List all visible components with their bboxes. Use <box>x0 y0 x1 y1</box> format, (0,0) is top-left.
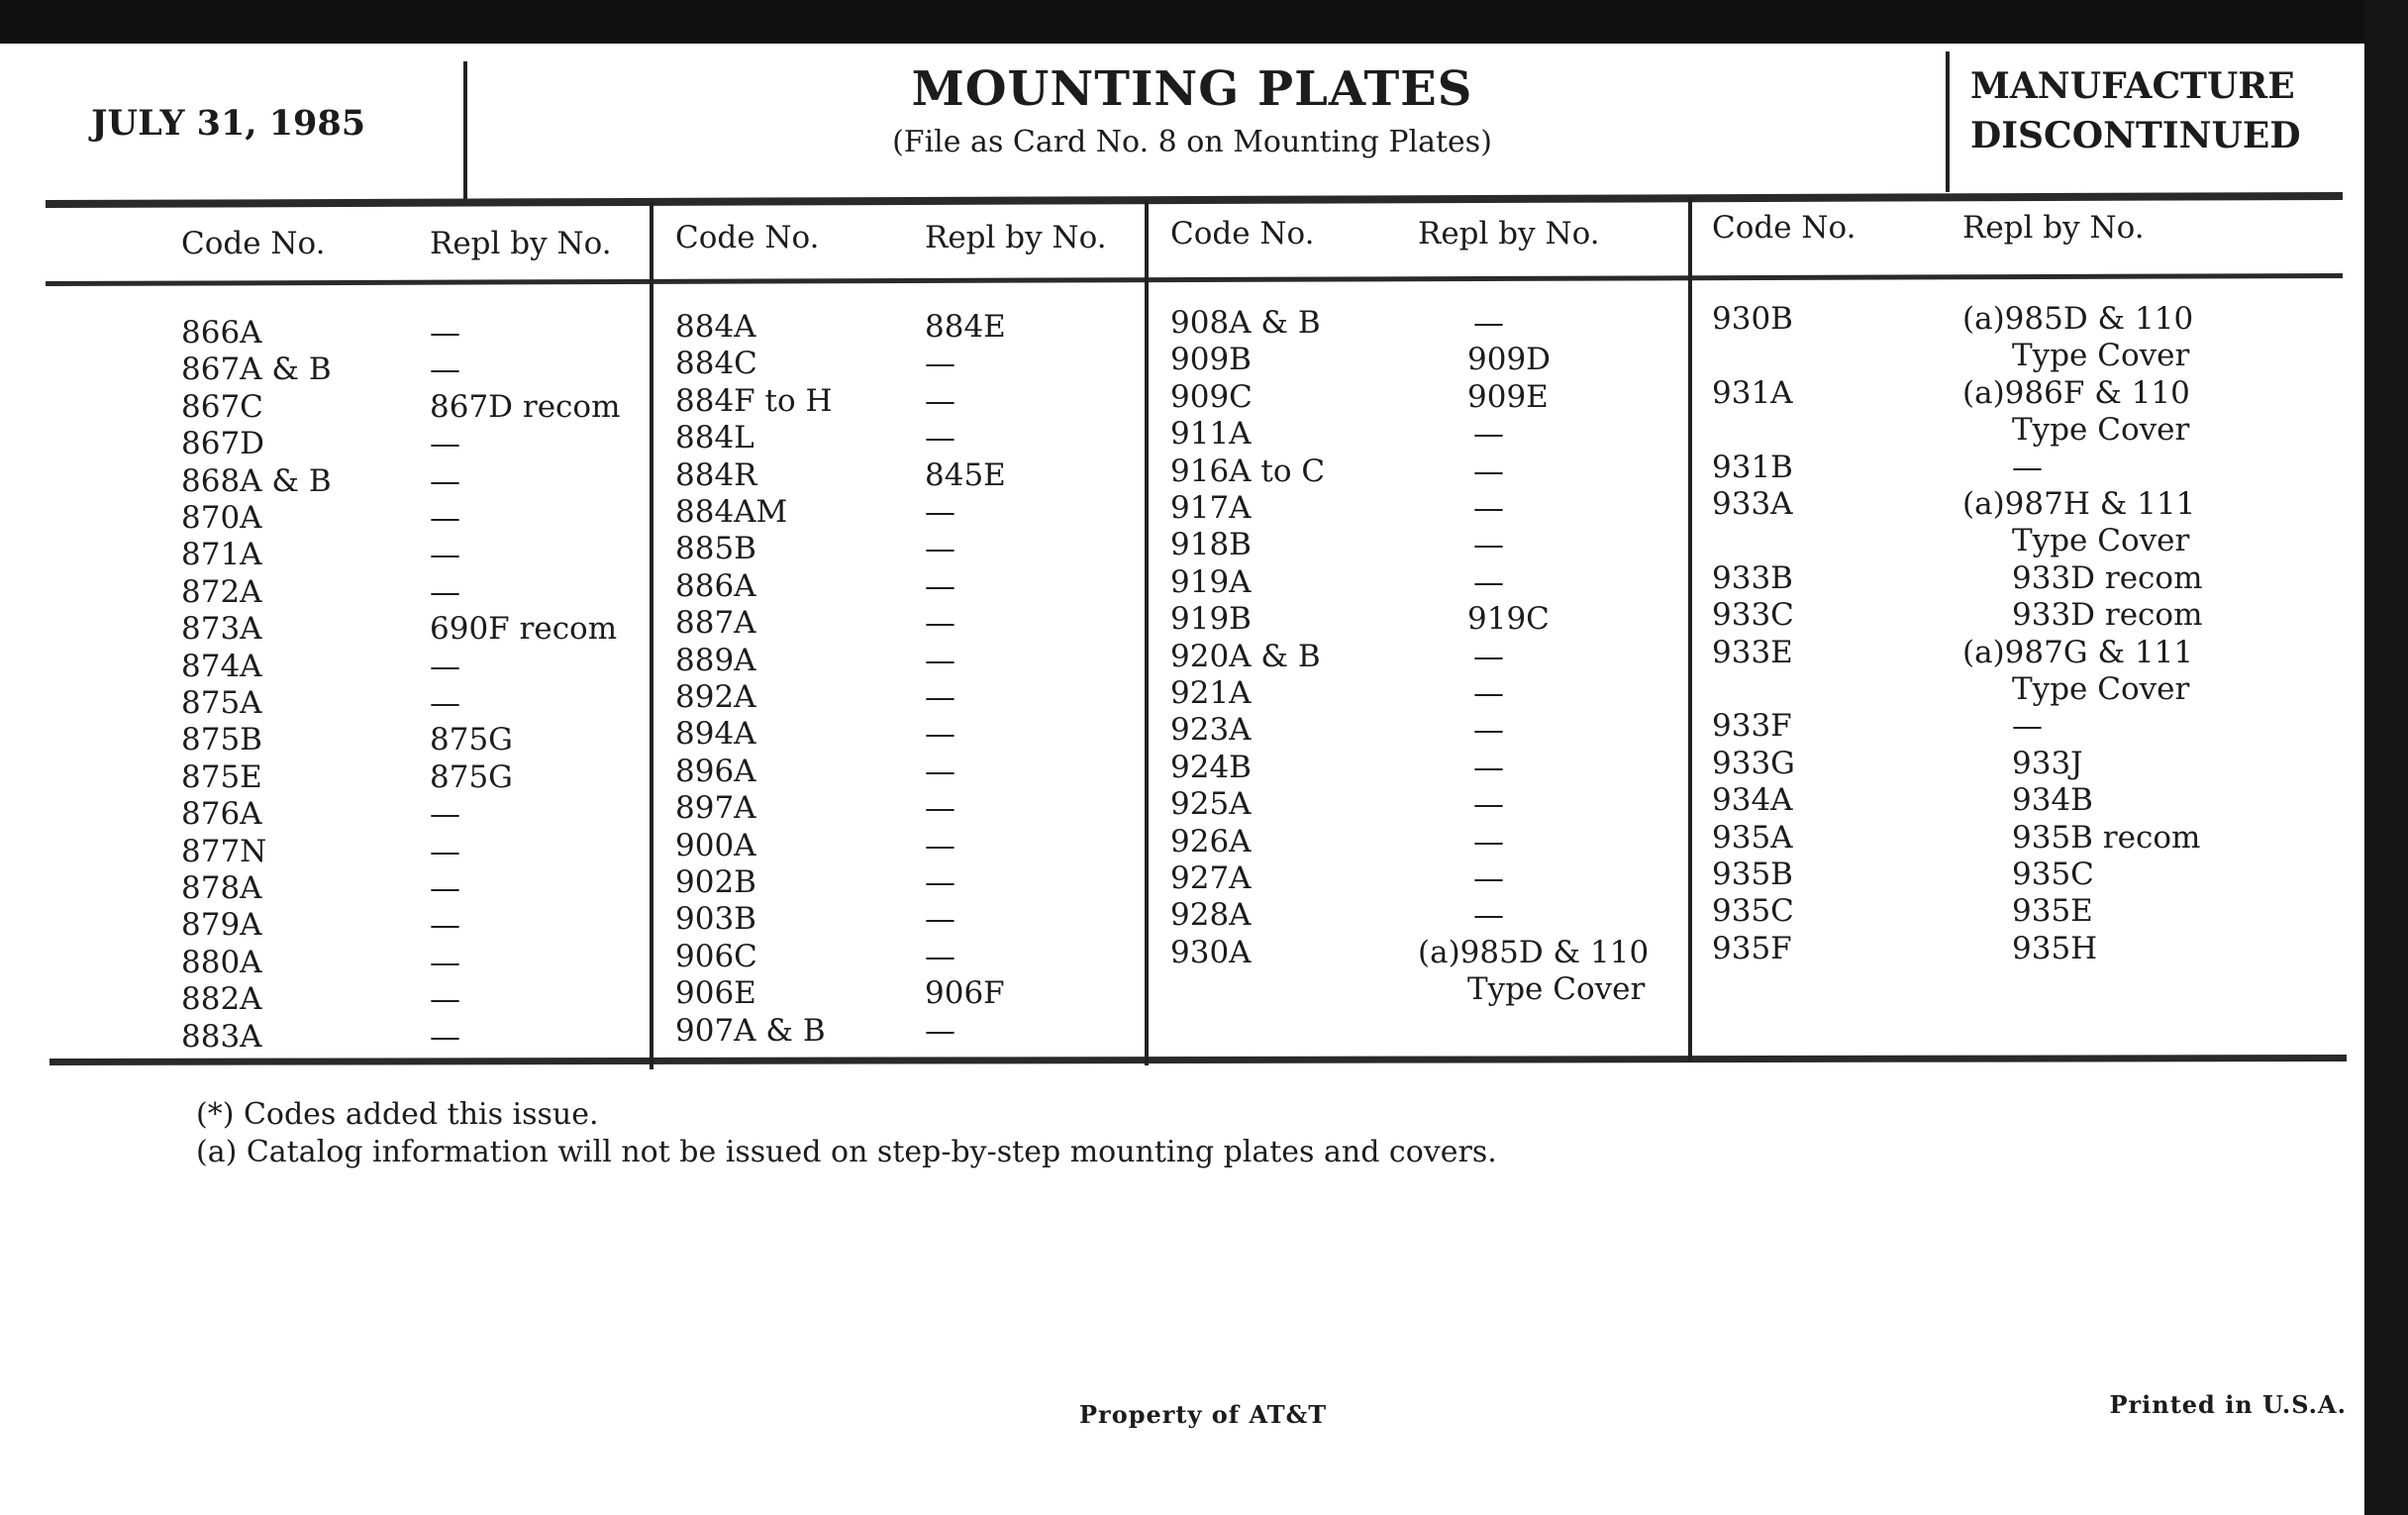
repl-cell: 935B recom <box>2012 819 2201 856</box>
repl-cell: Type Cover <box>2012 671 2190 707</box>
repl-cell: — <box>925 567 955 604</box>
table-bottom-rule <box>50 1055 2347 1065</box>
code-cell: 919B <box>1170 601 1252 638</box>
repl-cell: — <box>1473 823 1504 859</box>
repl-cell: — <box>925 494 955 530</box>
code-cell: 892A <box>675 679 756 715</box>
code-cell: 875E <box>181 758 262 795</box>
repl-cell: 909E <box>1467 378 1549 415</box>
code-cell: 933F <box>1712 708 1792 745</box>
code-cell: 884AM <box>675 494 788 530</box>
repl-cell: — <box>430 315 460 351</box>
code-cell: 909C <box>1170 378 1253 415</box>
repl-cell: 867D recom <box>430 388 621 425</box>
repl-cell: — <box>430 870 460 906</box>
repl-cell: — <box>925 1012 955 1049</box>
repl-cell: 875G <box>430 722 513 758</box>
code-cell: 933C <box>1712 597 1794 634</box>
code-cell: 930B <box>1712 301 1793 337</box>
repl-cell: 875G <box>430 758 513 795</box>
code-cell: 889A <box>675 642 756 678</box>
code-cell: 926A <box>1170 823 1252 859</box>
repl-cell: — <box>925 716 955 753</box>
repl-cell: — <box>430 573 460 610</box>
repl-cell: Type Cover <box>1467 971 1646 1008</box>
repl-cell: (a)987G & 111 <box>1962 634 2194 670</box>
code-cell: 907A & B <box>675 1012 826 1049</box>
scan-border-right <box>2364 0 2408 1515</box>
code-cell: 884F to H <box>675 382 833 419</box>
repl-cell: 935H <box>2012 930 2098 966</box>
repl-cell: — <box>430 537 460 573</box>
status-line-1: MANUFACTURE <box>1970 65 2295 107</box>
repl-cell: — <box>925 531 955 567</box>
repl-cell: — <box>925 420 955 456</box>
repl-cell: 933D recom <box>2012 597 2203 634</box>
code-cell: 925A <box>1170 786 1252 823</box>
code-cell: 933B <box>1712 559 1793 596</box>
code-cell: 897A <box>675 790 756 827</box>
column-header-repl: Repl by No. <box>430 226 612 261</box>
repl-cell: 935C <box>2012 857 2094 892</box>
repl-cell: 884E <box>925 309 1006 345</box>
repl-cell: — <box>430 648 460 684</box>
repl-cell: — <box>1473 490 1504 526</box>
code-cell: 927A <box>1170 860 1252 896</box>
repl-cell: — <box>430 944 460 980</box>
repl-cell: — <box>925 790 955 827</box>
code-cell: 878A <box>181 870 262 906</box>
code-cell: 876A <box>181 796 262 833</box>
table-header-rule <box>46 273 2343 286</box>
code-cell: 875B <box>181 722 262 758</box>
repl-cell: (a)986F & 110 <box>1962 374 2190 411</box>
footnote-a: (a) Catalog information will not be issued on step-by-step mounting plates and covers. <box>196 1135 1497 1169</box>
issue-date: JULY 31, 1985 <box>91 103 366 144</box>
repl-cell: — <box>925 346 955 382</box>
repl-cell: (a)987H & 111 <box>1962 486 2196 522</box>
code-cell: 884R <box>675 456 757 493</box>
code-cell: 874A <box>181 648 262 684</box>
repl-cell: — <box>1473 860 1504 896</box>
repl-cell: — <box>430 907 460 944</box>
repl-cell: 845E <box>925 456 1006 493</box>
code-cell: 887A <box>675 605 756 642</box>
code-cell: 906E <box>675 975 756 1012</box>
column-header-code: Code No. <box>675 220 820 255</box>
printed-note: Printed in U.S.A. <box>2109 1390 2347 1419</box>
code-cell: 867A & B <box>181 352 332 388</box>
repl-cell: 919C <box>1467 601 1550 638</box>
code-cell: 867C <box>181 388 263 425</box>
repl-cell: 935E <box>2012 893 2093 930</box>
repl-cell: — <box>430 796 460 833</box>
code-cell: 917A <box>1170 490 1252 526</box>
repl-cell: — <box>925 679 955 715</box>
code-cell: 884C <box>675 346 757 382</box>
repl-cell: — <box>925 827 955 863</box>
repl-cell: Type Cover <box>2012 523 2190 559</box>
repl-cell: — <box>1473 453 1504 489</box>
code-cell: 933G <box>1712 745 1795 781</box>
repl-cell: — <box>1473 897 1504 934</box>
code-cell: 908A & B <box>1170 305 1321 341</box>
code-cell: 916A to C <box>1170 453 1326 489</box>
repl-cell: — <box>925 642 955 678</box>
column-header-code: Code No. <box>181 226 326 261</box>
code-cell: 933A <box>1712 486 1793 522</box>
page-subtitle: (File as Card No. 8 on Mounting Plates) <box>892 125 1492 159</box>
column-header-repl: Repl by No. <box>925 220 1107 255</box>
repl-cell: Type Cover <box>2012 338 2190 374</box>
code-cell: 870A <box>181 500 262 536</box>
repl-cell: — <box>1473 749 1504 785</box>
code-cell: 931A <box>1712 374 1793 411</box>
column-divider <box>1145 200 1149 1065</box>
repl-cell: 933J <box>2012 745 2083 781</box>
page-title: MOUNTING PLATES <box>911 61 1473 117</box>
code-cell: 879A <box>181 907 262 944</box>
status-label <box>1970 61 2301 160</box>
repl-cell: 906F <box>925 975 1005 1012</box>
code-cell: 935F <box>1712 930 1792 966</box>
repl-cell: — <box>925 753 955 789</box>
repl-cell: — <box>925 864 955 900</box>
code-cell: 884L <box>675 420 754 456</box>
code-cell: 935C <box>1712 893 1794 930</box>
repl-cell: — <box>1473 305 1504 341</box>
column-header-repl: Repl by No. <box>1962 210 2145 246</box>
code-cell: 928A <box>1170 897 1252 934</box>
code-cell: 877N <box>181 833 267 869</box>
repl-cell: (a)985D & 110 <box>1418 934 1650 970</box>
code-cell: 871A <box>181 537 262 573</box>
column-header-repl: Repl by No. <box>1418 216 1600 252</box>
code-cell: 886A <box>675 567 756 604</box>
repl-cell: — <box>1473 786 1504 823</box>
column-divider <box>1688 198 1692 1061</box>
code-cell: 875A <box>181 685 262 721</box>
code-cell: 930A <box>1170 934 1252 970</box>
code-cell: 868A & B <box>181 462 332 499</box>
repl-cell: Type Cover <box>2012 412 2190 449</box>
code-cell: 934A <box>1712 782 1793 819</box>
code-cell: 919A <box>1170 563 1252 600</box>
repl-cell: — <box>1473 712 1504 749</box>
code-cell: 884A <box>675 309 756 345</box>
repl-cell: — <box>430 352 460 388</box>
repl-cell: — <box>1473 638 1504 674</box>
repl-cell: — <box>430 981 460 1018</box>
code-cell: 931B <box>1712 449 1793 485</box>
code-cell: 900A <box>675 827 756 863</box>
repl-cell: — <box>430 462 460 499</box>
code-cell: 866A <box>181 315 262 351</box>
code-cell: 935A <box>1712 819 1793 856</box>
code-cell: 933E <box>1712 634 1793 670</box>
footnote-asterisk: (*) Codes added this issue. <box>196 1097 599 1132</box>
code-cell: 906C <box>675 938 757 974</box>
divider <box>1946 51 1950 192</box>
repl-cell: — <box>430 685 460 721</box>
repl-cell: — <box>925 382 955 419</box>
repl-cell: — <box>925 605 955 642</box>
repl-cell: 909D <box>1467 342 1552 378</box>
repl-cell: — <box>925 938 955 974</box>
column-header-code: Code No. <box>1712 210 1856 246</box>
code-cell: 872A <box>181 573 262 610</box>
column-divider <box>650 202 653 1069</box>
repl-cell: — <box>925 901 955 938</box>
repl-cell: — <box>430 500 460 536</box>
code-cell: 920A & B <box>1170 638 1321 674</box>
repl-cell: 934B <box>2012 782 2093 819</box>
repl-cell: — <box>2012 708 2043 745</box>
code-cell: 896A <box>675 753 756 789</box>
code-cell: 903B <box>675 901 756 938</box>
code-cell: 894A <box>675 716 756 753</box>
scan-border-top <box>0 0 2408 44</box>
code-cell: 911A <box>1170 416 1252 453</box>
code-cell: 909B <box>1170 342 1252 378</box>
code-cell: 923A <box>1170 712 1252 749</box>
code-cell: 902B <box>675 864 756 900</box>
code-cell: 918B <box>1170 527 1252 563</box>
repl-cell: — <box>1473 416 1504 453</box>
repl-cell: — <box>1473 563 1504 600</box>
repl-cell: (a)985D & 110 <box>1962 301 2194 337</box>
code-cell: 921A <box>1170 675 1252 711</box>
repl-cell: — <box>430 833 460 869</box>
code-cell: 924B <box>1170 749 1252 785</box>
repl-cell: — <box>430 1018 460 1055</box>
code-cell: 935B <box>1712 857 1793 892</box>
repl-cell: — <box>430 426 460 462</box>
code-cell: 873A <box>181 611 262 648</box>
repl-cell: 690F recom <box>430 611 618 648</box>
repl-cell: — <box>1473 675 1504 711</box>
code-cell: 882A <box>181 981 262 1018</box>
repl-cell: — <box>2012 449 2043 485</box>
property-note: Property of AT&T <box>1079 1400 1328 1429</box>
code-cell: 883A <box>181 1018 262 1055</box>
repl-cell: 933D recom <box>2012 559 2203 596</box>
table-top-rule <box>46 192 2343 208</box>
status-line-2: DISCONTINUED <box>1970 115 2301 156</box>
code-cell: 885B <box>675 531 756 567</box>
column-header-code: Code No. <box>1170 216 1315 252</box>
repl-cell: — <box>1473 527 1504 563</box>
code-cell: 880A <box>181 944 262 980</box>
code-cell: 867D <box>181 426 265 462</box>
